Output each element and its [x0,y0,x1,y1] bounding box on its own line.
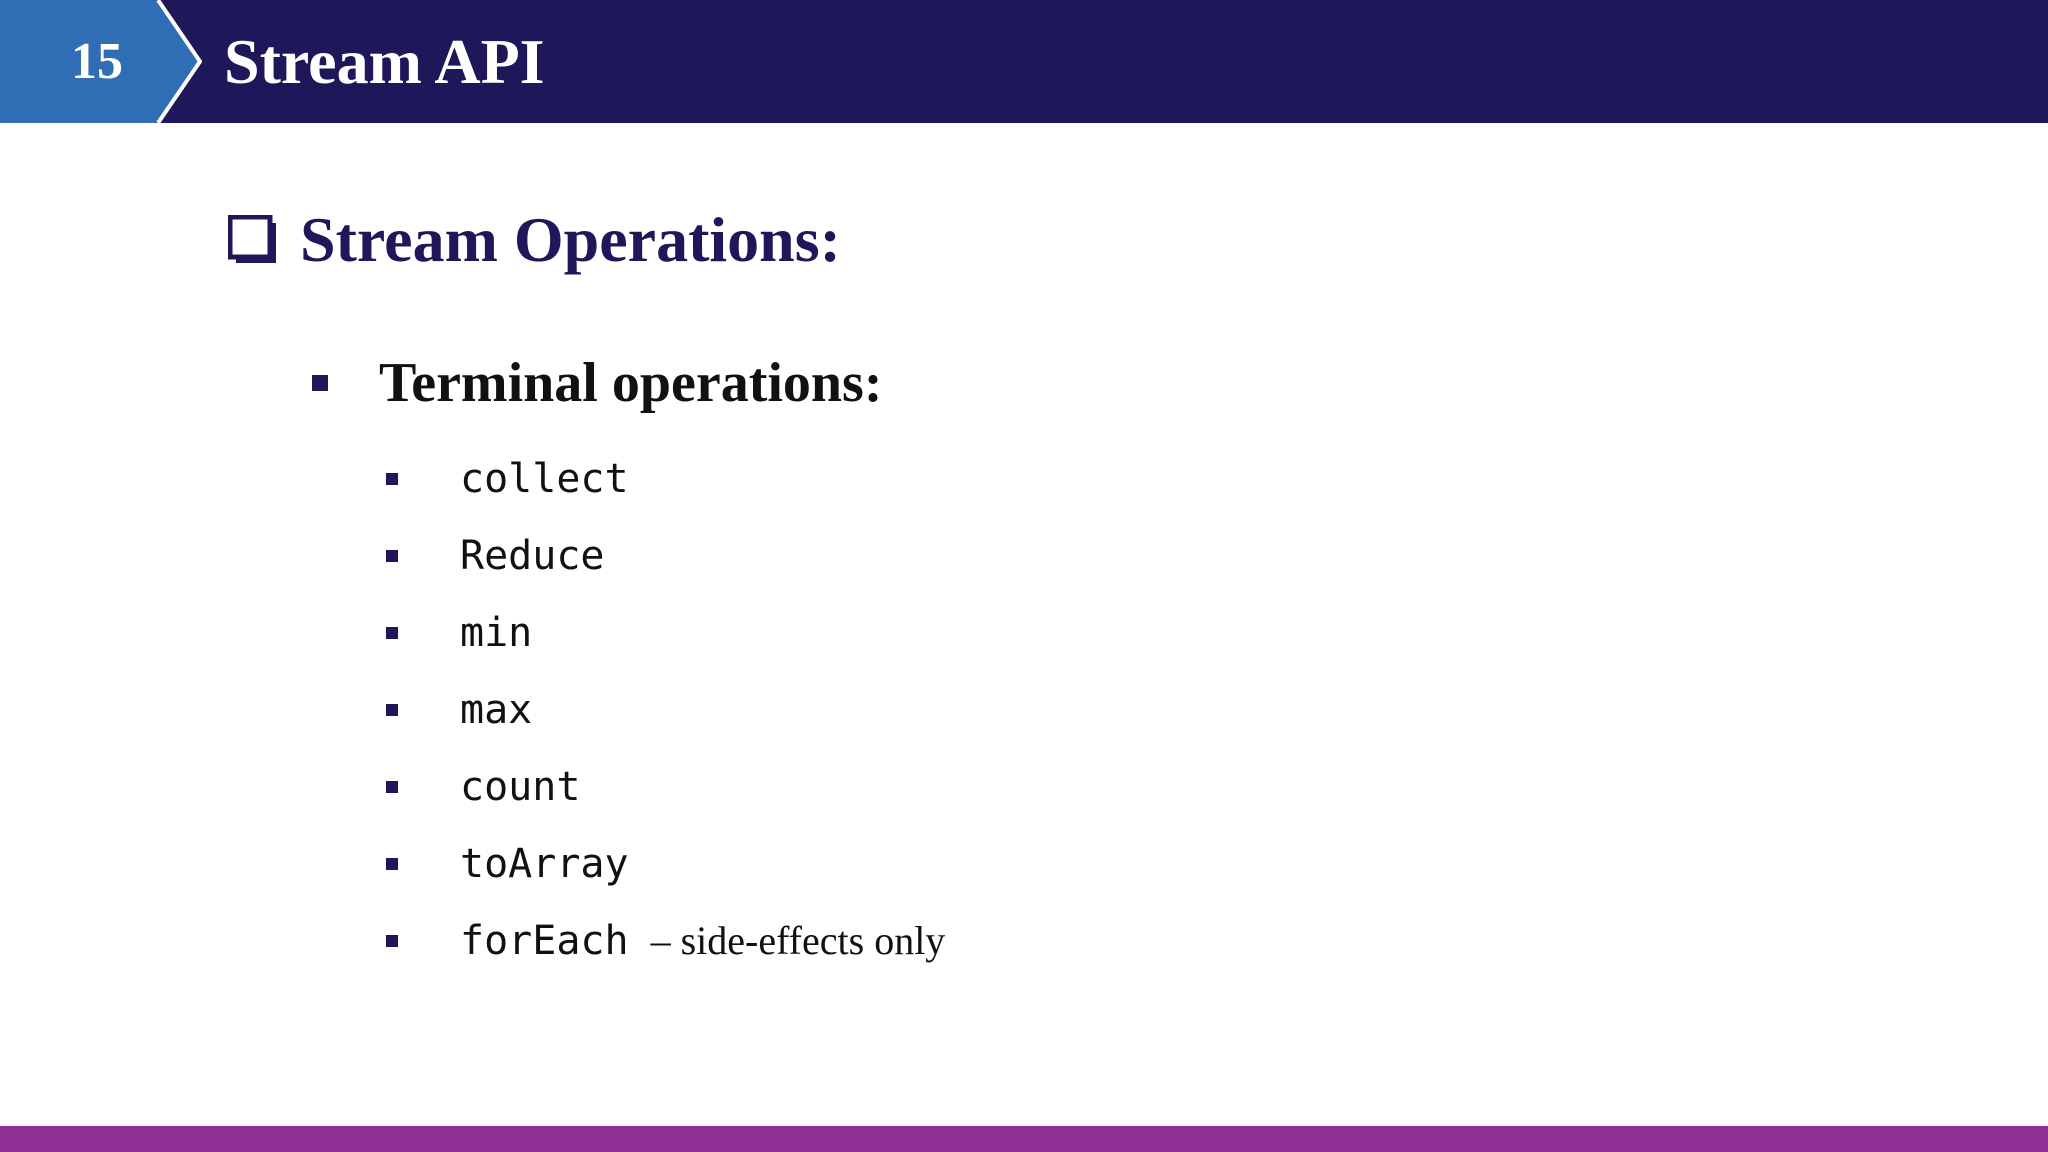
bullet-square-icon [386,858,398,870]
bullet-square-icon [386,473,398,485]
operation-name: max [460,686,533,733]
operation-name: min [460,609,533,656]
list-item [386,517,945,594]
bullet-square-icon [386,781,398,793]
operation-note: – side-effects only [650,918,946,963]
list-item [386,440,945,517]
bullet-square-icon [386,704,398,716]
slide-number-text: 15 [71,33,123,90]
operation-name: Reduce [460,532,605,579]
slide-number [0,0,200,123]
bullet-square-icon [386,550,398,562]
sub-heading [312,348,882,418]
operations-list [386,440,945,979]
slide-title: Stream API [224,26,545,97]
operation-name: forEach [460,917,629,964]
section-heading-text: Stream Operations: [300,204,841,275]
section-heading [228,200,841,280]
list-item [386,902,945,979]
operation-name: toArray [460,840,629,887]
operation-name: collect [460,455,629,502]
sub-heading-text: Terminal operations: [379,352,883,414]
operation-name: count [460,763,581,810]
checkbox-icon [228,215,278,265]
bullet-square-icon [312,375,328,391]
footer-bar [0,1126,2048,1152]
header-bar [0,0,2048,123]
bullet-square-icon [386,935,398,947]
list-item [386,825,945,902]
list-item [386,671,945,748]
list-item [386,748,945,825]
list-item [386,594,945,671]
bullet-square-icon [386,627,398,639]
